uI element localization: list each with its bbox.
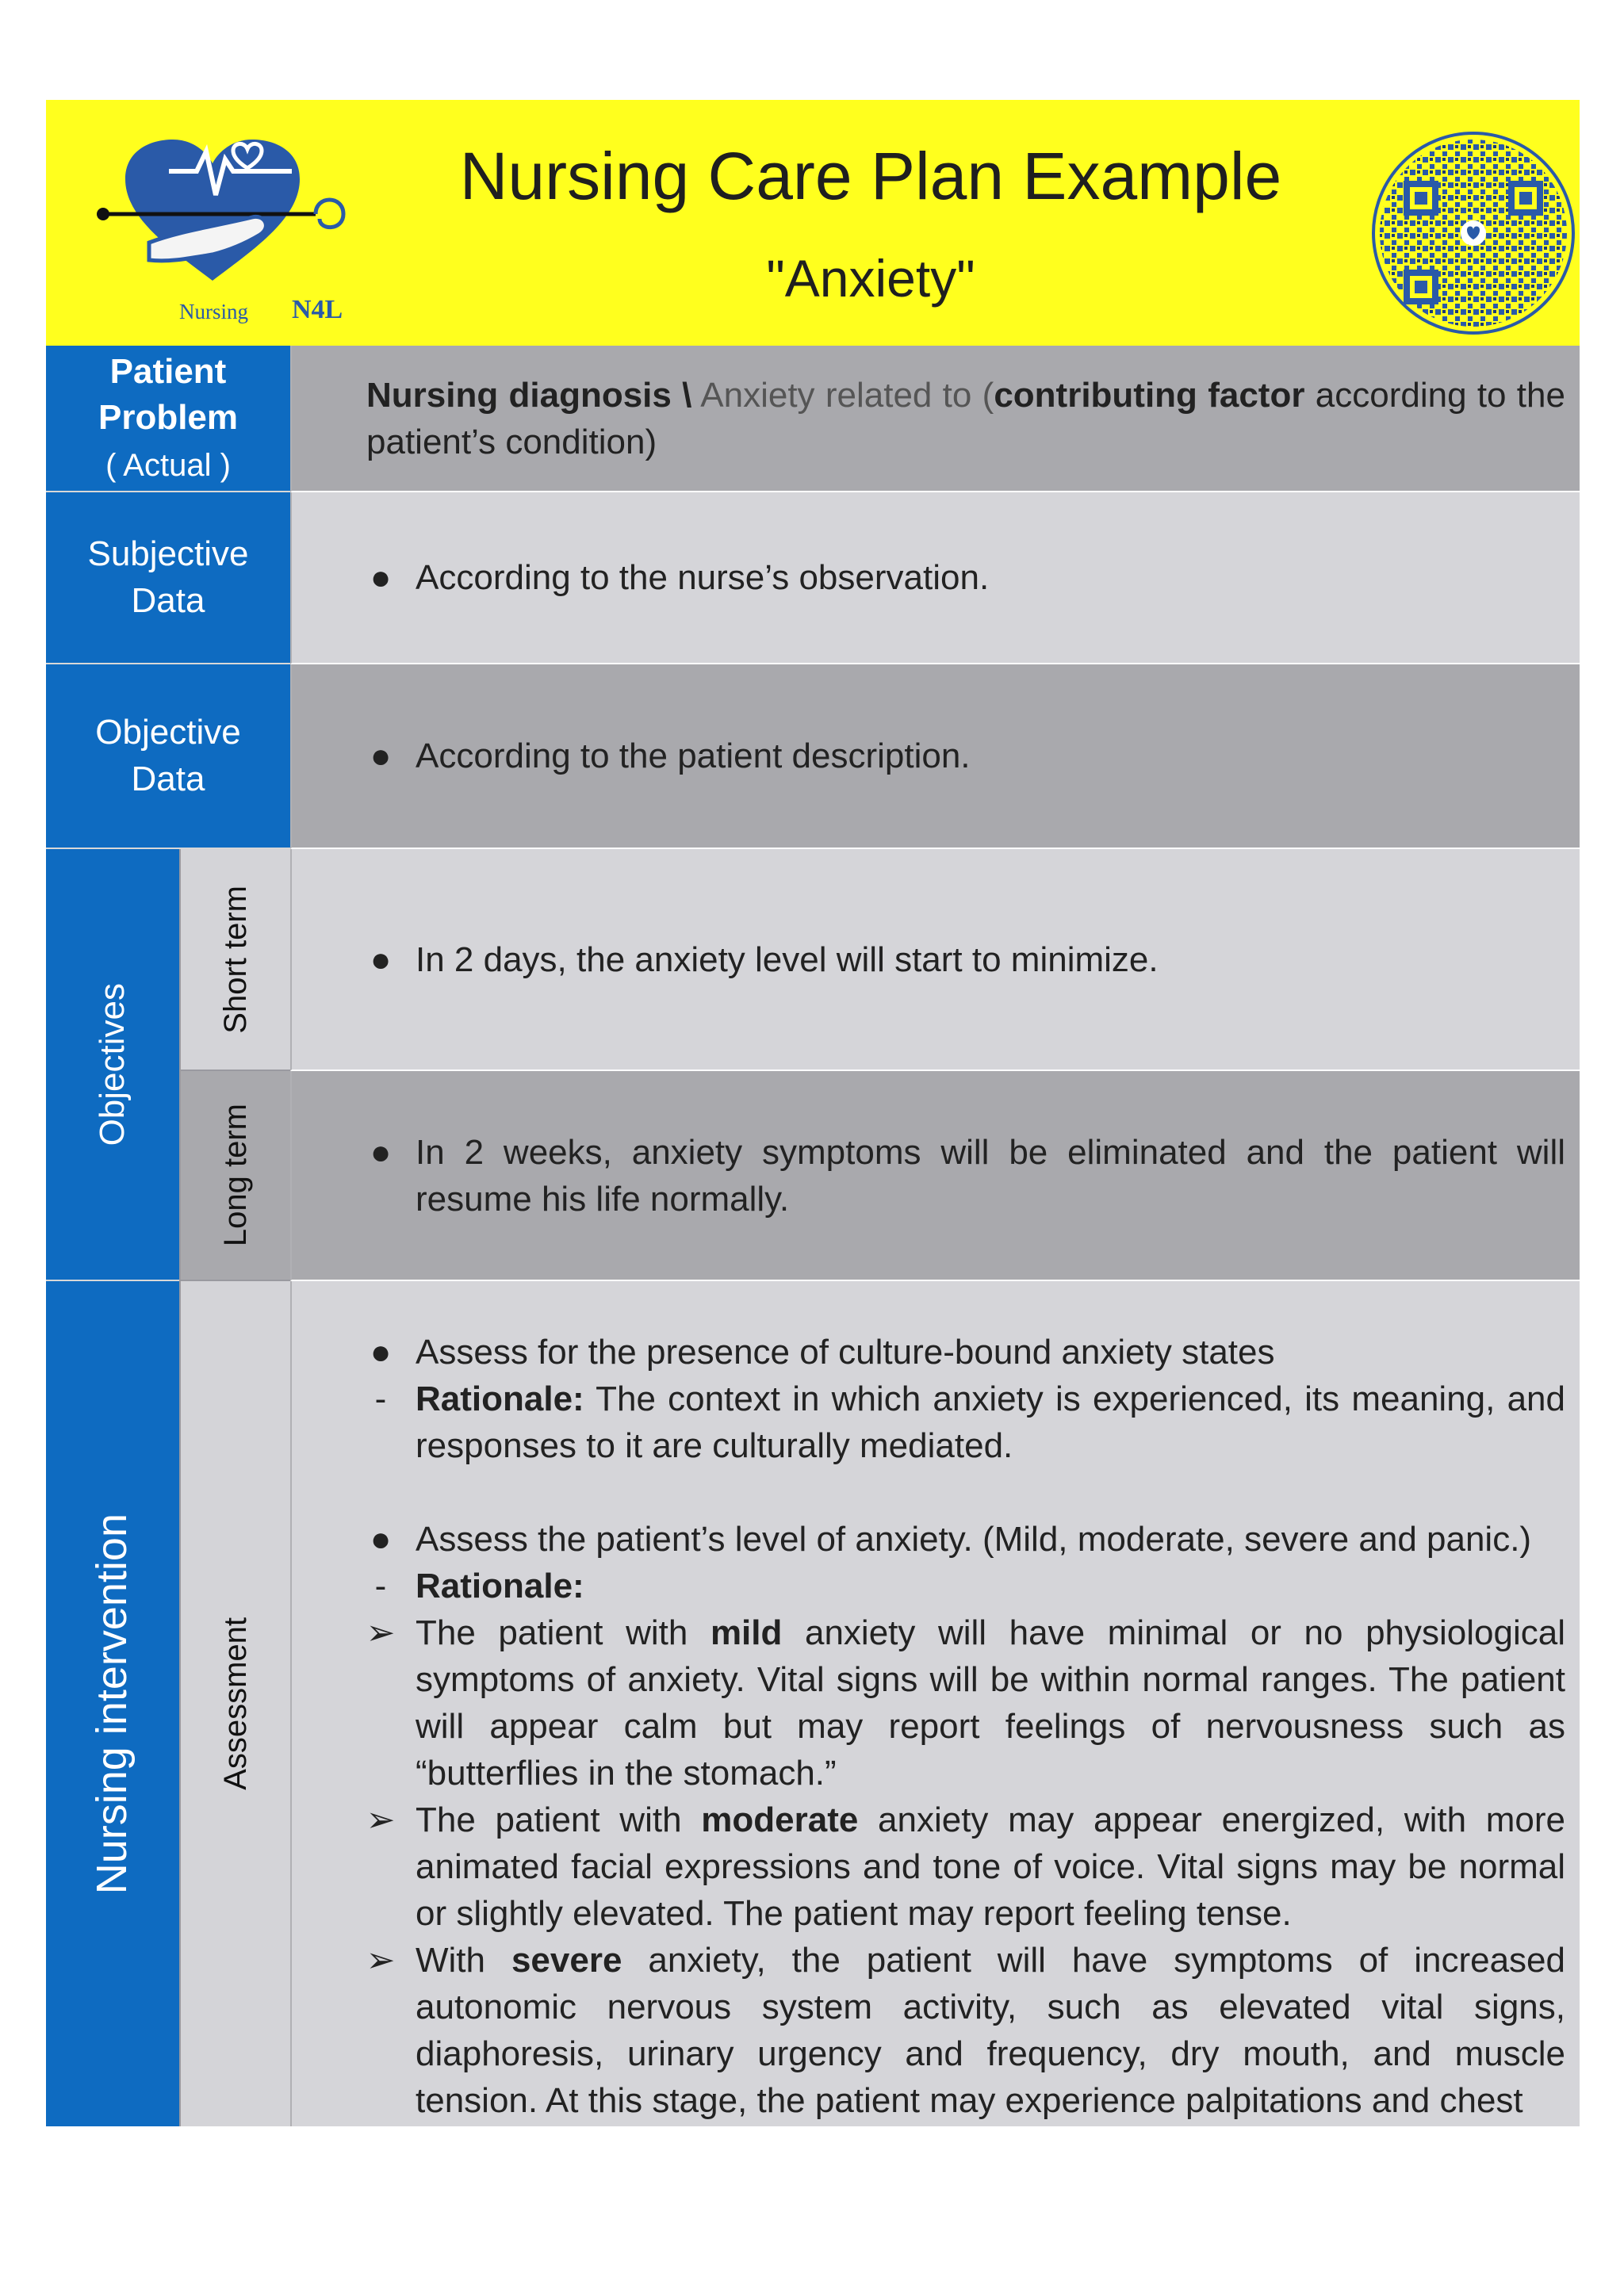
rationale-label-2: Rationale: (416, 1567, 584, 1605)
rationale-item (374, 1376, 1565, 1469)
short-term-text: Short term (217, 885, 253, 1034)
nursing-diagnosis-text (366, 372, 1565, 465)
long-term-text: Long term (217, 1104, 253, 1247)
rationale-label: Rationale: (416, 1380, 584, 1418)
dash-icon: - (374, 1567, 387, 1605)
arrow-item (366, 1937, 1565, 2124)
bullet-icon: ● (370, 558, 392, 597)
nursing-diagnosis-cell (290, 346, 1580, 492)
moderate-c: anxiety may appear energized, with more animated facial expressions and tone of voice. Vital signs may be normal or slightly elevated. The patient may report feeling tense. (416, 1800, 1565, 1933)
assessment-item1: Assess for the presence of culture-bound anxiety states (416, 1333, 1275, 1372)
objective-data-cell (290, 664, 1580, 849)
subjective-line1: Subjective (87, 534, 249, 573)
rationale1-text: The context in which anxiety is experienced, its meaning, and responses to it are culturally mediated. (416, 1380, 1565, 1465)
page-subtitle: "Anxiety" (766, 249, 975, 308)
long-term-cell (290, 1071, 1580, 1281)
diagnosis-text-a: Anxiety related to ( (691, 375, 994, 415)
arrow-item (366, 1797, 1565, 1937)
assessment-item2: Assess the patient’s level of anxiety. (Mild, moderate, severe and panic.) (416, 1520, 1532, 1559)
nursing-intervention-text: Nursing intervention (88, 1513, 136, 1895)
list-item (370, 936, 1565, 983)
bullet-icon: ● (370, 1333, 392, 1372)
mild-c: anxiety will have minimal or no physiological symptoms of anxiety. Vital signs will be within normal ranges. The patient will appear calm but may report feelings of nervousness such as “butterflies in the stomach.” (416, 1613, 1565, 1793)
patient-problem-label (46, 346, 290, 492)
bullet-icon: ● (370, 1132, 392, 1172)
spacer (416, 1469, 1565, 1516)
arrow-icon: ➢ (366, 1941, 396, 1980)
short-term-label (179, 849, 290, 1071)
page-title: Nursing Care Plan Example (459, 139, 1282, 213)
bullet-icon: ● (370, 737, 392, 775)
bullet-icon: ● (370, 1520, 392, 1559)
list-item (370, 1329, 1565, 1376)
short-term-item-text: In 2 days, the anxiety level will start to minimize. (416, 939, 1159, 979)
moderate-b: moderate (701, 1800, 859, 1839)
rationale-item (374, 1563, 1565, 1609)
long-term-item-text: In 2 weeks, anxiety symptoms will be eliminated and the patient will resume his life normally. (416, 1132, 1565, 1219)
long-term-label (179, 1071, 290, 1281)
severe-c: anxiety, the patient will have symptoms of increased autonomic nervous system activity, such as elevated vital signs, diaphoresis, urinary urgency and frequency, dry mouth, and muscle tension. At this stage, the patient may experience palpitations and chest (416, 1941, 1565, 2120)
logo-badge: N4L (292, 295, 343, 324)
care-plan-sheet (46, 100, 1580, 2126)
arrow-icon: ➢ (366, 1613, 396, 1652)
arrow-item (366, 1609, 1565, 1797)
severe-a: With (416, 1941, 511, 1980)
objective-line2: Data (131, 759, 205, 798)
objectives-text: Objectives (92, 982, 132, 1146)
assessment-cell (290, 1281, 1580, 2126)
subjective-item-text: According to the nurse’s observation. (416, 558, 990, 597)
moderate-a: The patient with (416, 1800, 702, 1839)
bullet-icon: ● (370, 939, 392, 979)
list-item (370, 554, 1565, 601)
diagnosis-factor: contributing factor (994, 375, 1305, 415)
short-term-cell (290, 849, 1580, 1071)
dash-icon: - (374, 1380, 387, 1418)
diagnosis-lead: Nursing diagnosis \ (366, 375, 692, 415)
severe-b: severe (511, 1941, 622, 1980)
subjective-data-label (46, 492, 290, 664)
patient-problem-line1: Patient (109, 351, 227, 391)
list-item (370, 1129, 1565, 1223)
list-item (370, 1516, 1565, 1563)
objectives-label (46, 849, 179, 1281)
subjective-line2: Data (131, 580, 205, 620)
patient-problem-actual: ( Actual ) (105, 447, 231, 483)
arrow-icon: ➢ (366, 1800, 396, 1839)
logo-text: Nursing (179, 300, 248, 323)
patient-problem-line2: Problem (98, 398, 239, 438)
objective-item-text: According to the patient description. (416, 737, 971, 775)
nursing-intervention-label (46, 1281, 179, 2126)
mild-a: The patient with (416, 1613, 710, 1652)
objective-line1: Objective (95, 712, 241, 752)
header-banner (46, 100, 1580, 346)
subjective-data-cell (290, 492, 1580, 664)
diagnosis-text-b: according to the patient’s condition) (366, 375, 1565, 461)
assessment-text: Assessment (217, 1617, 253, 1790)
qr-code-icon[interactable] (1372, 132, 1575, 335)
list-item (370, 733, 1565, 779)
assessment-label (179, 1281, 290, 2126)
objective-data-label (46, 664, 290, 849)
mild-b: mild (710, 1613, 783, 1652)
